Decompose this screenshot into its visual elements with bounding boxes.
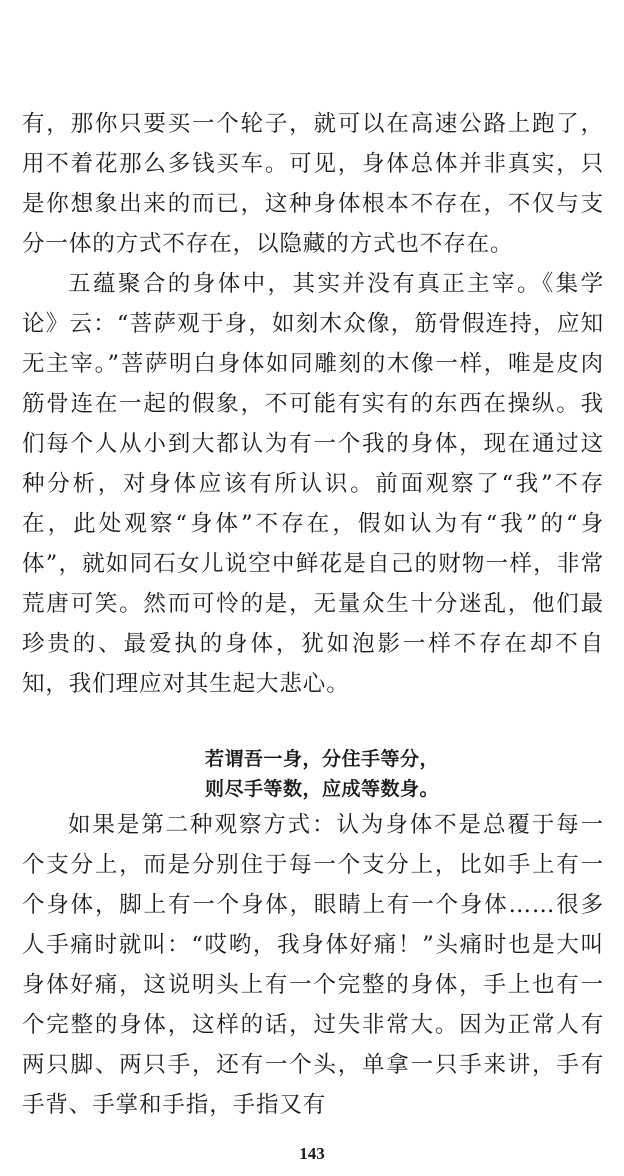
verse-line-1: 若谓吾一身，分住手等分， xyxy=(204,748,439,770)
verse-line-2: 则尽手等数，应成等数身。 xyxy=(204,778,439,800)
text-block-top xyxy=(22,104,604,704)
page-number: 143 xyxy=(299,1144,325,1163)
paragraph-continuation: 有，那你只要买一个轮子，就可以在高速公路上跑了，用不着花那么多钱买车。可见，身体总体并非真实，只是你想象出来的而已，这种身体根本不存在，不仅与支分一体的方式不存在，以隐藏的方式也不存在。 xyxy=(22,111,604,257)
paragraph-five-aggregates: 五蕴聚合的身体中，其实并没有真正主宰。《集学论》云：“菩萨观于身，如刻木众像，筋骨假连持，应知无主宰。”菩萨明白身体如同雕刻的木像一样，唯是皮肉筋骨连在一起的假象，不可能有实有的东西在操纵。我们每个人从小到大都认为有一个我的身体，现在通过这种分析，对身体应该有所认识。前面观察了“我”不存在，此处观察“身体”不存在，假如认为有“我”的“身体”，就如同石女儿说空中鲜花是自己的财物一样，非常荒唐可笑。然而可怜的是，无量众生十分迷乱，他们最珍贵的、最爱执的身体，犹如泡影一样不存在却不自知，我们理应对其生起大悲心。 xyxy=(22,271,604,697)
text-block-bottom xyxy=(22,805,604,1125)
paragraph-second-method: 如果是第二种观察方式：认为身体不是总覆于每一个支分上，而是分别住于每一个支分上，比如手上有一个身体，脚上有一个身体，眼睛上有一个身体……很多人手痛时就叫：“哎哟，我身体好痛！”头痛时也是大叫身体好痛，这说明头上有一个完整的身体，手上也有一个完整的身体，这样的话，过失非常大。因为正常人有两只脚、两只手，还有一个头，单拿一只手来讲，手有手背、手掌和手指，手指又有 xyxy=(22,812,604,1118)
verse-quote xyxy=(0,744,624,804)
